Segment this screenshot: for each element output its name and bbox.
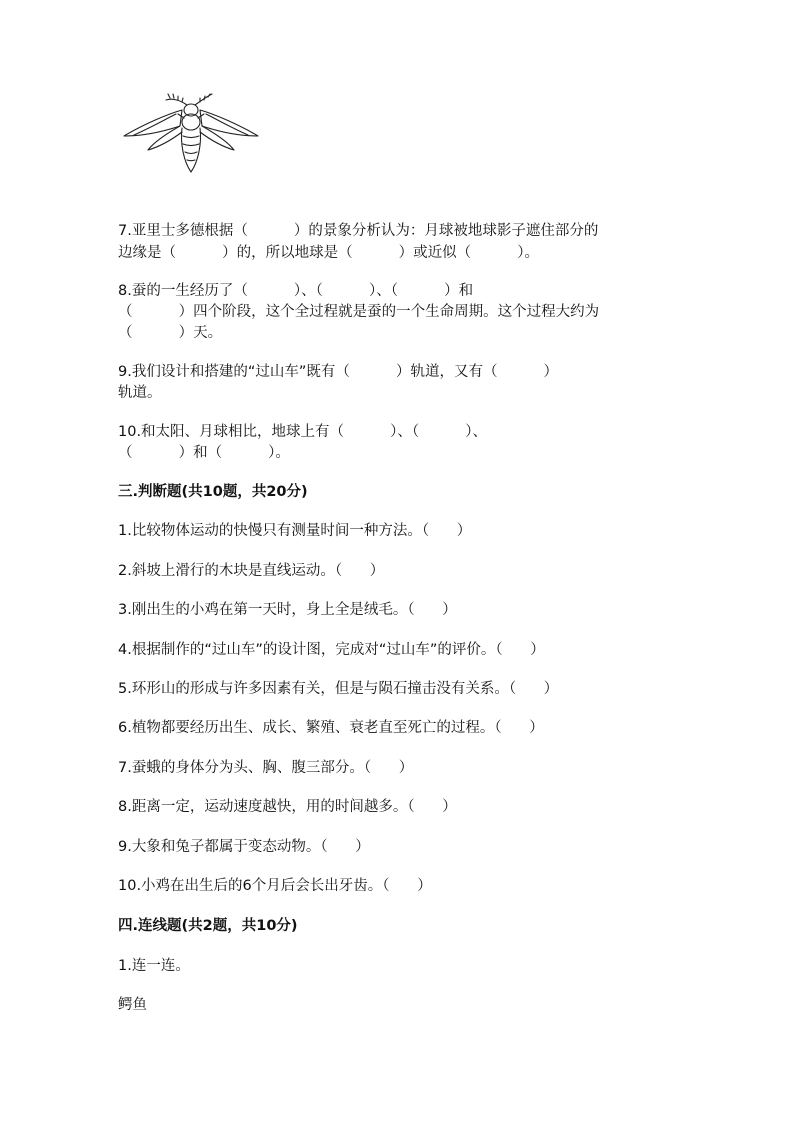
section4-heading: 四.连线题(共2题，共10分) [118, 918, 298, 934]
judge-item-6: 6.植物都要经历出生、成长、繁殖、衰老直至死亡的过程。（ ） [118, 720, 544, 736]
judge-item-7: 7.蚕蛾的身体分为头、胸、腹三部分。（ ） [118, 760, 414, 776]
judge-item-9: 9.大象和兔子都属于变态动物。（ ） [118, 839, 370, 855]
fill-in-q8-line1: 8.蚕的一生经历了（ ）、（ ）、（ ）和 [118, 283, 474, 299]
fill-in-q8-line2: （ ）四个阶段，这个全过程就是蚕的一个生命周期。这个过程大约为 [118, 304, 600, 320]
fill-in-q9-line2: 轨道。 [118, 385, 162, 401]
judge-item-1: 1.比较物体运动的快慢只有测量时间一种方法。（ ） [118, 523, 472, 539]
section3-heading: 三.判断题(共10题，共20分) [118, 484, 308, 500]
judge-item-3: 3.刚出生的小鸡在第一天时，身上全是绒毛。（ ） [118, 602, 457, 618]
judge-item-2: 2.斜坡上滑行的木块是直线运动。（ ） [118, 563, 385, 579]
fill-in-q10-line1: 10.和太阳、月球相比，地球上有（ ）、（ ）、 [118, 424, 487, 440]
match-q1: 1.连一连。 [118, 958, 190, 974]
fill-in-q7-line1: 7.亚里士多德根据（ ）的景象分析认为：月球被地球影子遮住部分的 [118, 223, 599, 239]
fill-in-q10-line2: （ ）和（ ）。 [118, 445, 290, 461]
fill-in-q9-line1: 9.我们设计和搭建的“过山车”既有（ ）轨道，又有（ ） [118, 364, 559, 380]
match-item-crocodile: 鳄鱼 [118, 997, 147, 1013]
judge-item-4: 4.根据制作的“过山车”的设计图，完成对“过山车”的评价。（ ） [118, 642, 545, 658]
judge-item-10: 10.小鸡在出生后的6个月后会长出牙齿。（ ） [118, 878, 432, 894]
silkmoth-icon [120, 92, 262, 174]
judge-item-5: 5.环形山的形成与许多因素有关，但是与陨石撞击没有关系。（ ） [118, 681, 559, 697]
fill-in-q7-line2: 边缘是（ ）的，所以地球是（ ）或近似（ ）。 [118, 245, 540, 261]
judge-item-8: 8.距离一定，运动速度越快，用的时间越多。（ ） [118, 799, 457, 815]
fill-in-q8-line3: （ ）天。 [118, 325, 223, 341]
